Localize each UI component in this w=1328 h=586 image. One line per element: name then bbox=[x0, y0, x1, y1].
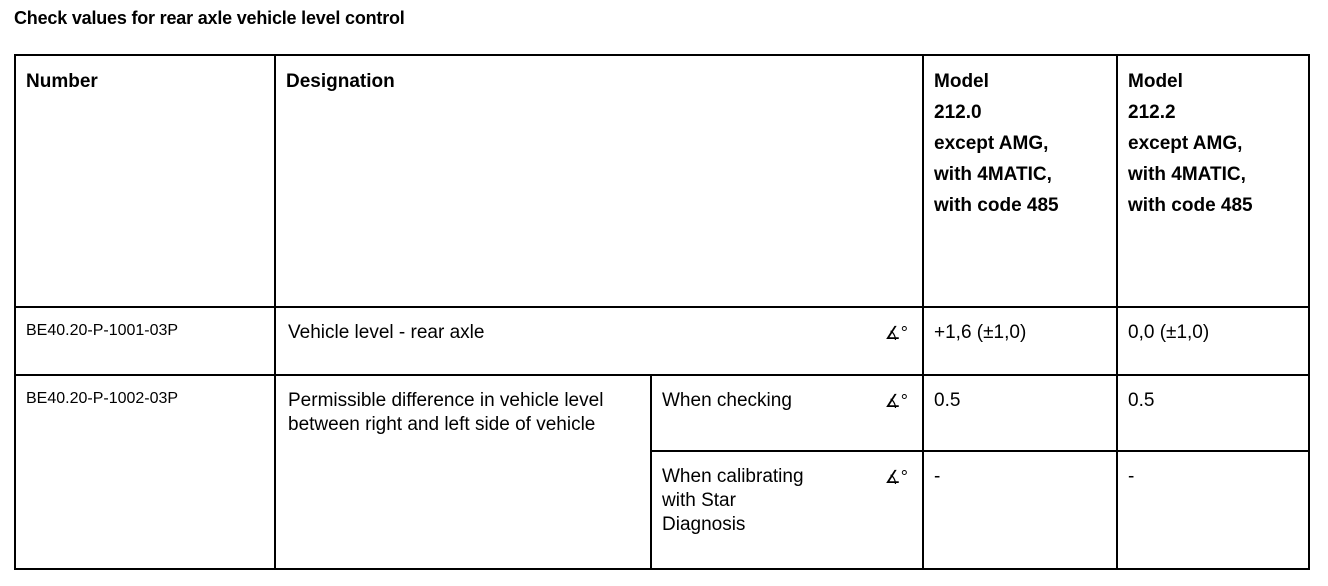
angle-degree-icon: ∡° bbox=[884, 467, 909, 487]
row2a-model-a-value: 0.5 bbox=[934, 390, 961, 411]
header-model-b bbox=[1117, 55, 1309, 307]
header-model-a-line: Model bbox=[934, 71, 989, 92]
table-header-row bbox=[15, 55, 1309, 307]
header-model-a-line: 212.0 bbox=[934, 102, 982, 123]
row2-designation-text bbox=[276, 376, 650, 437]
header-model-a-text bbox=[924, 56, 1116, 221]
row1-model-a-value: +1,6 (±1,0) bbox=[934, 322, 1027, 343]
condition-calibrating-line: Diagnosis bbox=[662, 514, 746, 535]
header-model-a-line: with 4MATIC, bbox=[934, 164, 1052, 185]
header-model-a bbox=[923, 55, 1117, 307]
row2-designation-line: Permissible difference in vehicle level bbox=[288, 390, 604, 411]
header-designation bbox=[275, 55, 923, 307]
row2-number-text: BE40.20-P-1002-03P bbox=[26, 390, 179, 407]
table-row bbox=[15, 307, 1309, 375]
row2b-model-b bbox=[1117, 451, 1309, 569]
row2a-model-b-value: 0.5 bbox=[1128, 390, 1155, 411]
row2b-model-a-value: - bbox=[934, 466, 941, 487]
row2a-model-b bbox=[1117, 375, 1309, 451]
row1-model-b bbox=[1117, 307, 1309, 375]
check-values-table bbox=[14, 54, 1310, 570]
table-row bbox=[15, 375, 1309, 451]
header-model-b-line: with code 485 bbox=[1128, 195, 1253, 216]
condition-checking-label: When checking bbox=[662, 390, 792, 411]
condition-calibrating-line: When calibrating bbox=[662, 466, 804, 487]
header-number-label: Number bbox=[26, 71, 98, 92]
row1-designation bbox=[275, 307, 923, 375]
row1-model-b-value: 0,0 (±1,0) bbox=[1128, 322, 1210, 343]
row2b-model-b-value: - bbox=[1128, 466, 1135, 487]
row2-condition-checking bbox=[651, 375, 923, 451]
row1-model-a bbox=[923, 307, 1117, 375]
header-number bbox=[15, 55, 275, 307]
header-model-b-line: except AMG, bbox=[1128, 133, 1243, 154]
angle-degree-icon: ∡° bbox=[884, 391, 909, 411]
row2-designation bbox=[275, 375, 651, 569]
condition-calibrating-label bbox=[652, 452, 804, 537]
row2-number bbox=[15, 375, 275, 569]
row2-condition-calibrating bbox=[651, 451, 923, 569]
header-model-b-line: 212.2 bbox=[1128, 102, 1176, 123]
row2a-model-a bbox=[923, 375, 1117, 451]
row2b-model-a bbox=[923, 451, 1117, 569]
header-model-b-line: with 4MATIC, bbox=[1128, 164, 1246, 185]
header-model-a-line: with code 485 bbox=[934, 195, 1059, 216]
row1-number-text: BE40.20-P-1001-03P bbox=[26, 322, 179, 339]
header-model-b-text bbox=[1118, 56, 1308, 221]
header-model-b-line: Model bbox=[1128, 71, 1183, 92]
page-title: Check values for rear axle vehicle level control bbox=[14, 8, 405, 28]
header-model-a-line: except AMG, bbox=[934, 133, 1049, 154]
row1-number bbox=[15, 307, 275, 375]
row2-designation-line: between right and left side of vehicle bbox=[288, 414, 596, 435]
header-designation-label: Designation bbox=[286, 71, 395, 92]
row1-designation-text: Vehicle level - rear axle bbox=[288, 322, 485, 343]
angle-degree-icon: ∡° bbox=[884, 323, 909, 343]
condition-calibrating-line: with Star bbox=[662, 490, 736, 511]
